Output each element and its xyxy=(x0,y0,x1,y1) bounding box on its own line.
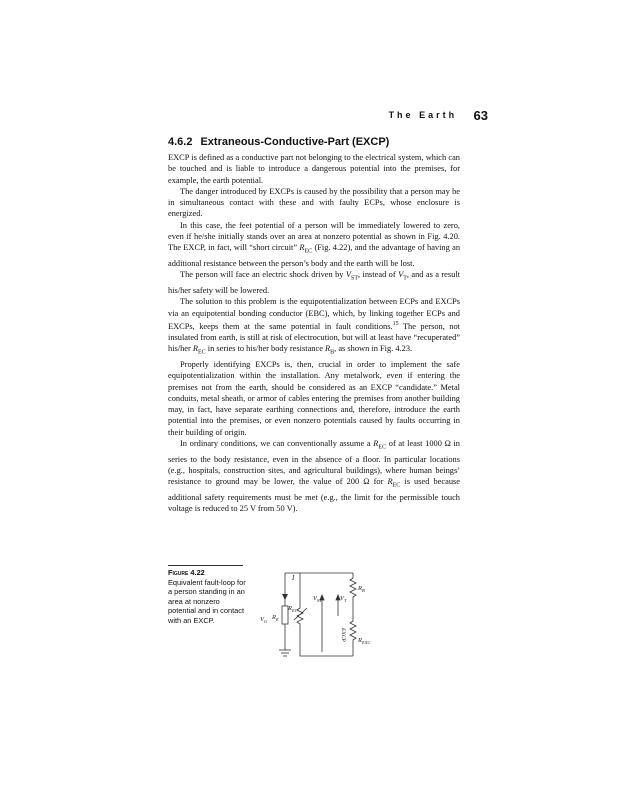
voltage-arrowheads xyxy=(320,595,340,600)
body-paragraph: Properly identifying EXCPs is, then, crucial in order to implement the safe equipotentialization within the installation. Any metalwork, even if entering the premises not from the earth, should be considered as an EXCP “candidate.” Metal conduits, metal sheath, or armor of cables entering the premises from another building may, in fact, have separate earthing connections and, therefore, introduce the earth potential into the premises, or even nonzero potentials caused by faults occurring in their building of origin. xyxy=(168,360,460,437)
figure-rule xyxy=(168,565,243,566)
body-paragraph: In ordinary conditions, we can conventionally assume a $R_{EC}$ of at least 1000 Ω in series to the body resistance, even in the absence of a floor. In particular locations (e.g., hospitals, construction sites, and agricultural buildings), where human beings’ resistance to ground may be lower, the value of 200 Ω for $R_{EC}$ is used because additional safety requirements must be met (e.g., the limit for the permissible touch voltage is reduced to 25 V from 50 V). xyxy=(168,438,460,514)
section-number: 4.6.2 xyxy=(168,136,193,148)
running-head-title: The Earth xyxy=(388,110,458,120)
circuit-wires xyxy=(279,573,356,656)
body-paragraph: The person will face an electric shock driven by $V_{ST}$, instead of $V_T$, and as a result his/her safety will be lowered. xyxy=(168,270,460,296)
circuit-label-r-b: $R_B$ xyxy=(358,585,365,593)
body-paragraph: The solution to this problem is the equipotentialization between ECPs and EXCPs via an equipotential bonding conductor (EBC), which, by linking together ECPs and EXCPs, keeps them at the same potential in fault conditions.$^{15}$ The person, not insulated from earth, is still at risk of electrocution, but will at least have “recuperated” his/her $R_{EC}$ in series to his/her body resistance $R_B$, as shown in Fig. 4.23. xyxy=(168,297,461,356)
figure-caption xyxy=(168,568,248,626)
figure-caption-text: Equivalent fault-loop for a person standing in an area at nonzero potential and in contact with an EXCP. xyxy=(168,577,246,625)
circuit-label-v-t: $V_T$ xyxy=(340,595,347,603)
section-heading xyxy=(168,136,488,148)
body-paragraph: EXCP is defined as a conductive part not belonging to the electrical system, which can be touched and is liable to introduce a dangerous potential into the premises, for example, the earth potential. xyxy=(168,153,460,185)
body-text xyxy=(168,152,460,515)
circuit-label-current: I xyxy=(292,574,295,582)
running-head xyxy=(300,107,488,125)
circuit-label-v-st: $V_{ST}$ xyxy=(313,595,322,603)
circuit-label-v-source: $V_G$ xyxy=(260,616,268,624)
figure-label: Figure 4.22 xyxy=(168,568,205,577)
fault-loop-circuit-diagram xyxy=(250,566,380,666)
section-title: Extraneous-Conductive-Part (EXCP) xyxy=(200,136,390,148)
circuit-label-r-exc: $R_{EXC}$ xyxy=(358,637,371,645)
circuit-label-r-source: $R_E$ xyxy=(272,614,279,622)
body-paragraph: In this case, the feet potential of a person will be immediately lowered to zero, even if he/she initially stands over an area at nonzero potential as shown in Fig. 4.20. The EXCP, in fact, will “short circuit” $R_{EC}$ (Fig. 4.22), and the advantage of having an additional resistance between the person’s body and the earth will be lost. xyxy=(168,220,461,268)
body-paragraph: The danger introduced by EXCPs is caused by the possibility that a person may be in simultaneous contact with these and with faulty ECPs, whose enclosure is energized. xyxy=(168,186,460,219)
page-number: 63 xyxy=(473,108,488,123)
circuit-label-r-ec: $R_{EC}$ xyxy=(288,605,298,613)
circuit-label-excp: EXCP xyxy=(340,628,346,642)
